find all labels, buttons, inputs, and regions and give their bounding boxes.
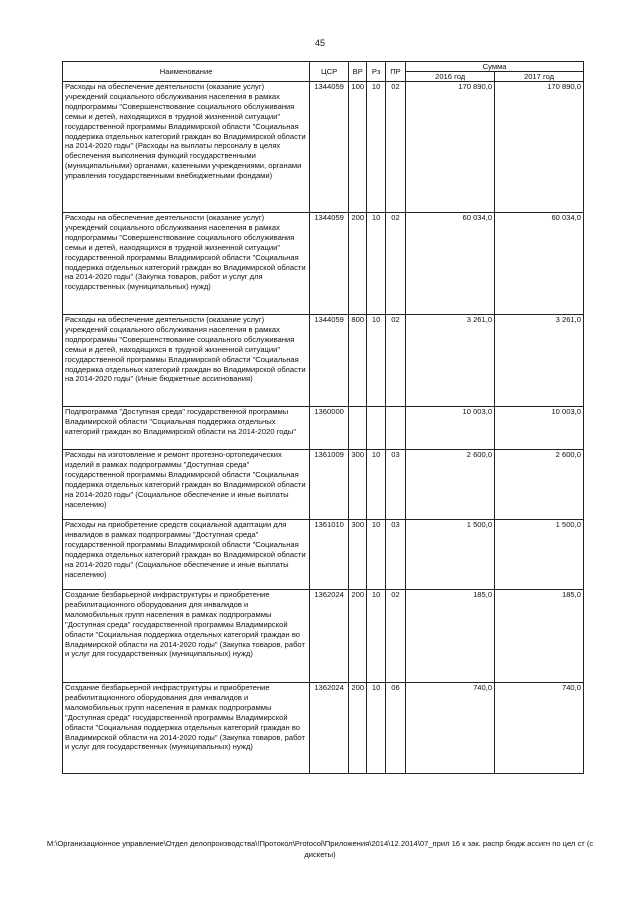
row-csr: 1361009 [310, 450, 349, 520]
row-rz: 10 [367, 590, 385, 683]
row-sum-2017: 60 034,0 [495, 213, 584, 315]
row-name: Расходы на обеспечение деятельности (оказание услуг) учреждений социального обслуживания населения в рамках подпрограммы "Совершенствование социального обслуживания семьи и детей, находящихся в трудной жизненной ситуации" государственной программы Владимирской области "Социальная поддержка отдельных категорий граждан во Владимирской области на 2014-2020 годы" (Иные бюджетные ассигнования) [63, 315, 310, 407]
header-csr: ЦСР [310, 62, 349, 82]
table-row [63, 520, 584, 590]
row-csr: 1344059 [310, 82, 349, 213]
row-name: Создание безбарьерной инфраструктуры и приобретение реабилитационного оборудования для инвалидов и маломобильных групп населения в рамках подпрограммы "Доступная среда" государственной программы Владимирской области "Социальная поддержка отдельных категорий граждан во Владимирской области на 2014-2020 годы" (Закупка товаров, работ и услуг для государственных (муниципальных) нужд) [63, 683, 310, 774]
row-pr: 02 [385, 82, 405, 213]
row-name: Расходы на обеспечение деятельности (оказание услуг) учреждений социального обслуживания населения в рамках подпрограммы "Совершенствование социального обслуживания семьи и детей, находящихся в трудной жизненной ситуации" государственной программы Владимирской области "Социальная поддержка отдельных категорий граждан во Владимирской области на 2014-2020 годы" (Расходы на выплаты персоналу в целях обеспечения выполнения функций государственными (муниципальными) органами, казенными учреждениями, органами управления государственными внебюджетными фондами) [63, 82, 310, 213]
row-rz: 10 [367, 213, 385, 315]
row-pr: 03 [385, 450, 405, 520]
row-sum-2016: 740,0 [406, 683, 495, 774]
page-number: 45 [314, 38, 325, 48]
row-rz: 10 [367, 315, 385, 407]
row-pr: 06 [385, 683, 405, 774]
row-rz: 10 [367, 82, 385, 213]
row-name: Расходы на приобретение средств социальной адаптации для инвалидов в рамках подпрограммы "Доступная среда" государственной программы Владимирской области "Социальная поддержка отдельных категорий граждан во Владимирской области на 2014-2020 годы" (Социальное обеспечение и иные выплаты населению) [63, 520, 310, 590]
row-name: Подпрограмма "Доступная среда" государственной программы Владимирской области "Социальная поддержка отдельных категорий граждан во Владимирской области на 2014-2020 годы" [63, 407, 310, 450]
row-rz: 10 [367, 450, 385, 520]
table-row [63, 213, 584, 315]
row-name: Расходы на обеспечение деятельности (оказание услуг) учреждений социального обслуживания населения в рамках подпрограммы "Совершенствование социального обслуживания семьи и детей, находящихся в трудной жизненной ситуации" государственной программы Владимирской области "Социальная поддержка отдельных категорий граждан во Владимирской области на 2014-2020 годы" (Закупка товаров, работ и услуг для государственных (муниципальных) нужд) [63, 213, 310, 315]
row-pr: 02 [385, 590, 405, 683]
header-name: Наименование [63, 62, 310, 82]
row-csr: 1344059 [310, 213, 349, 315]
row-sum-2017: 3 261,0 [495, 315, 584, 407]
row-sum-2016: 3 261,0 [406, 315, 495, 407]
row-pr: 02 [385, 213, 405, 315]
header-vr: ВР [349, 62, 367, 82]
header-year-2016: 2016 год [406, 72, 495, 82]
header-rz: Рз [367, 62, 385, 82]
file-path-footer: M:\Организационное управление\Отдел делопроизводства\!Протокол\Protocol\Приложения\2014\12.2014\07_прил 16 к зак. распр бюдж ассигн по цел ст (с дискеты) [46, 839, 594, 859]
header-year-2017: 2017 год [495, 72, 584, 82]
row-sum-2016: 185,0 [406, 590, 495, 683]
budget-table [62, 61, 584, 774]
row-name: Расходы на изготовление и ремонт протезно-ортопедических изделий в рамках подпрограммы "Доступная среда" государственной программы Владимирской области "Социальная поддержка отдельных категорий граждан во Владимирской области на 2014-2020 годы" (Социальное обеспечение и иные выплаты населению) [63, 450, 310, 520]
row-pr [385, 407, 405, 450]
table-row [63, 590, 584, 683]
row-vr: 100 [349, 82, 367, 213]
table-header [63, 62, 584, 82]
header-sum: Сумма [406, 62, 584, 72]
row-vr [349, 407, 367, 450]
row-vr: 800 [349, 315, 367, 407]
row-csr: 1344059 [310, 315, 349, 407]
row-sum-2016: 60 034,0 [406, 213, 495, 315]
table-row [63, 683, 584, 774]
row-sum-2017: 170 890,0 [495, 82, 584, 213]
table-row [63, 315, 584, 407]
row-csr: 1361010 [310, 520, 349, 590]
row-sum-2017: 2 600,0 [495, 450, 584, 520]
row-sum-2017: 1 500,0 [495, 520, 584, 590]
row-vr: 200 [349, 683, 367, 774]
table-body [63, 82, 584, 774]
row-sum-2017: 185,0 [495, 590, 584, 683]
row-sum-2016: 10 003,0 [406, 407, 495, 450]
row-vr: 200 [349, 590, 367, 683]
row-sum-2016: 1 500,0 [406, 520, 495, 590]
row-sum-2016: 170 890,0 [406, 82, 495, 213]
row-pr: 03 [385, 520, 405, 590]
row-rz: 10 [367, 683, 385, 774]
row-sum-2017: 10 003,0 [495, 407, 584, 450]
row-name: Создание безбарьерной инфраструктуры и приобретение реабилитационного оборудования для инвалидов и маломобильных групп населения в рамках подпрограммы "Доступная среда" государственной программы Владимирской области "Социальная поддержка отдельных категорий граждан во Владимирской области на 2014-2020 годы" (Закупка товаров, работ и услуг для государственных (муниципальных) нужд) [63, 590, 310, 683]
table-row [63, 407, 584, 450]
row-csr: 1362024 [310, 590, 349, 683]
row-pr: 02 [385, 315, 405, 407]
table-row [63, 82, 584, 213]
row-sum-2017: 740,0 [495, 683, 584, 774]
row-vr: 300 [349, 520, 367, 590]
row-vr: 300 [349, 450, 367, 520]
row-rz [367, 407, 385, 450]
row-rz: 10 [367, 520, 385, 590]
row-vr: 200 [349, 213, 367, 315]
row-csr: 1360000 [310, 407, 349, 450]
row-csr: 1362024 [310, 683, 349, 774]
row-sum-2016: 2 600,0 [406, 450, 495, 520]
header-pr: ПР [385, 62, 405, 82]
table-row [63, 450, 584, 520]
